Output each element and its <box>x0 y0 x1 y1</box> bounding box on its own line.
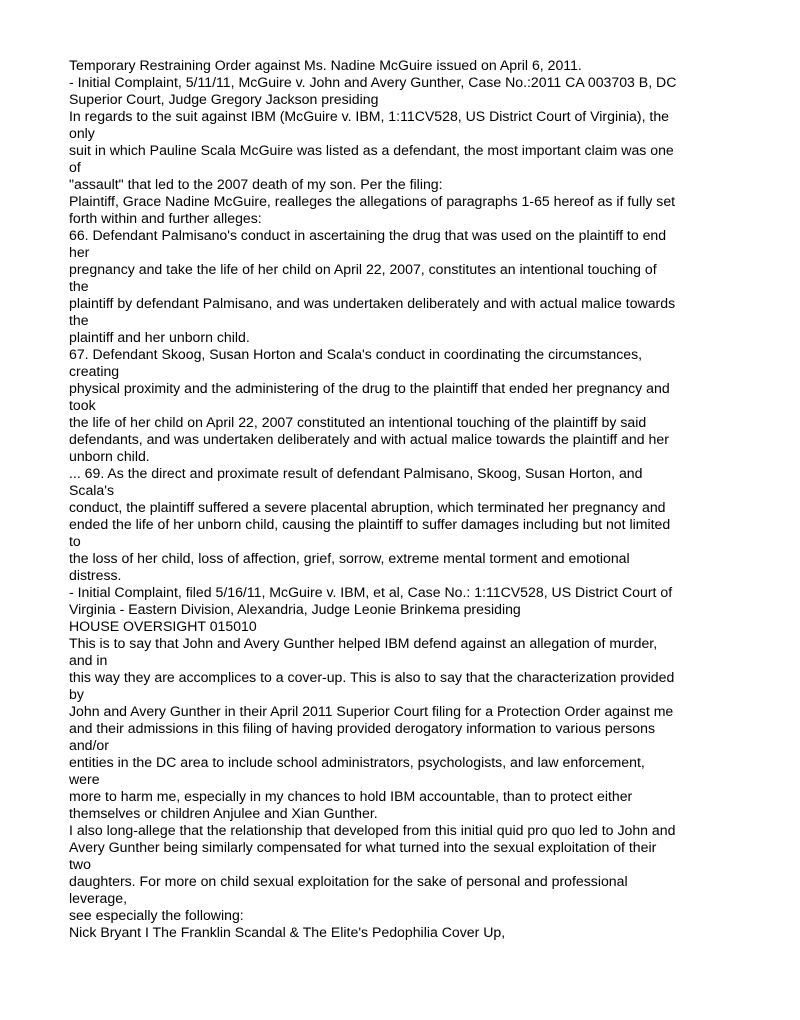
text-line: Superior Court, Judge Gregory Jackson presiding <box>69 91 379 107</box>
text-line: defendants, and was undertaken deliberately and with actual malice towards the plaintiff and her <box>69 431 669 447</box>
text-line: took <box>69 397 96 413</box>
text-line: and/or <box>69 737 109 753</box>
text-line: ... 69. As the direct and proximate result of defendant Palmisano, Skoog, Susan Horton, and <box>69 465 643 481</box>
text-line: This is to say that John and Avery Gunther helped IBM defend against an allegation of murder, <box>69 635 658 651</box>
text-line: distress. <box>69 567 122 583</box>
text-line: - Initial Complaint, filed 5/16/11, McGuire v. IBM, et al, Case No.: 1:11CV528, US District Court of <box>69 584 673 600</box>
text-line: 67. Defendant Skoog, Susan Horton and Scala's conduct in coordinating the circumstances, <box>69 346 643 362</box>
text-line: the loss of her child, loss of affection, grief, sorrow, extreme mental torment and emotional <box>69 550 630 566</box>
text-line: of <box>69 159 81 175</box>
text-line: John and Avery Gunther in their April 2011 Superior Court filing for a Protection Order against me <box>69 703 674 719</box>
text-line: and their admissions in this filing of having provided derogatory information to various persons <box>69 720 655 736</box>
text-line: Plaintiff, Grace Nadine McGuire, realleges the allegations of paragraphs 1-65 hereof as if fully set <box>69 193 676 209</box>
text-line: only <box>69 125 95 141</box>
page-stamp: HOUSE OVERSIGHT 015010 <box>69 618 257 634</box>
text-line: see especially the following: <box>69 907 244 923</box>
text-line: 66. Defendant Palmisano's conduct in ascertaining the drug that was used on the plaintiff to end <box>69 227 667 243</box>
text-line: plaintiff by defendant Palmisano, and was undertaken deliberately and with actual malice towards <box>69 295 676 311</box>
text-line: daughters. For more on child sexual exploitation for the sake of personal and professional <box>69 873 628 889</box>
text-line: creating <box>69 363 120 379</box>
text-line: Temporary Restraining Order against Ms. Nadine McGuire issued on April 6, 2011. <box>69 57 582 73</box>
text-line: to <box>69 533 81 549</box>
text-line: entities in the DC area to include school administrators, psychologists, and law enforcement, <box>69 754 645 770</box>
text-line: the <box>69 278 89 294</box>
text-line: forth within and further alleges: <box>69 210 262 226</box>
text-line: themselves or children Anjulee and Xian Gunther. <box>69 805 378 821</box>
text-line: In regards to the suit against IBM (McGuire v. IBM, 1:11CV528, US District Court of Virginia), the <box>69 108 670 124</box>
text-line: Nick Bryant I The Franklin Scandal & The Elite's Pedophilia Cover Up, <box>69 924 506 940</box>
text-line: the life of her child on April 22, 2007 constituted an intentional touching of the plaintiff by said <box>69 414 647 430</box>
text-line: the <box>69 312 89 328</box>
text-line: leverage, <box>69 890 127 906</box>
text-line: "assault" that led to the 2007 death of my son. Per the filing: <box>69 176 443 192</box>
text-line: this way they are accomplices to a cover-up. This is also to say that the characterization provided <box>69 669 675 685</box>
document-body <box>69 57 737 941</box>
text-line: unborn child. <box>69 448 150 464</box>
text-line: Virginia - Eastern Division, Alexandria, Judge Leonie Brinkema presiding <box>69 601 521 617</box>
text-line: two <box>69 856 91 872</box>
text-line: conduct, the plaintiff suffered a severe placental abruption, which terminated her pregnancy and <box>69 499 666 515</box>
text-line: her <box>69 244 90 260</box>
text-line: - Initial Complaint, 5/11/11, McGuire v. John and Avery Gunther, Case No.:2011 CA 003703 B, DC <box>69 74 677 90</box>
text-line: Scala's <box>69 482 114 498</box>
text-line: by <box>69 686 84 702</box>
text-line: plaintiff and her unborn child. <box>69 329 250 345</box>
text-line: more to harm me, especially in my chances to hold IBM accountable, than to protect either <box>69 788 633 804</box>
text-line: pregnancy and take the life of her child on April 22, 2007, constitutes an intentional touching of <box>69 261 657 277</box>
text-line: and in <box>69 652 108 668</box>
text-line: physical proximity and the administering of the drug to the plaintiff that ended her pregnancy and <box>69 380 670 396</box>
text-line: ended the life of her unborn child, causing the plaintiff to suffer damages including but not limited <box>69 516 671 532</box>
text-line: I also long-allege that the relationship that developed from this initial quid pro quo led to John and <box>69 822 676 838</box>
text-line: Avery Gunther being similarly compensated for what turned into the sexual exploitation of their <box>69 839 657 855</box>
text-line: were <box>69 771 100 787</box>
text-line: suit in which Pauline Scala McGuire was listed as a defendant, the most important claim was one <box>69 142 674 158</box>
